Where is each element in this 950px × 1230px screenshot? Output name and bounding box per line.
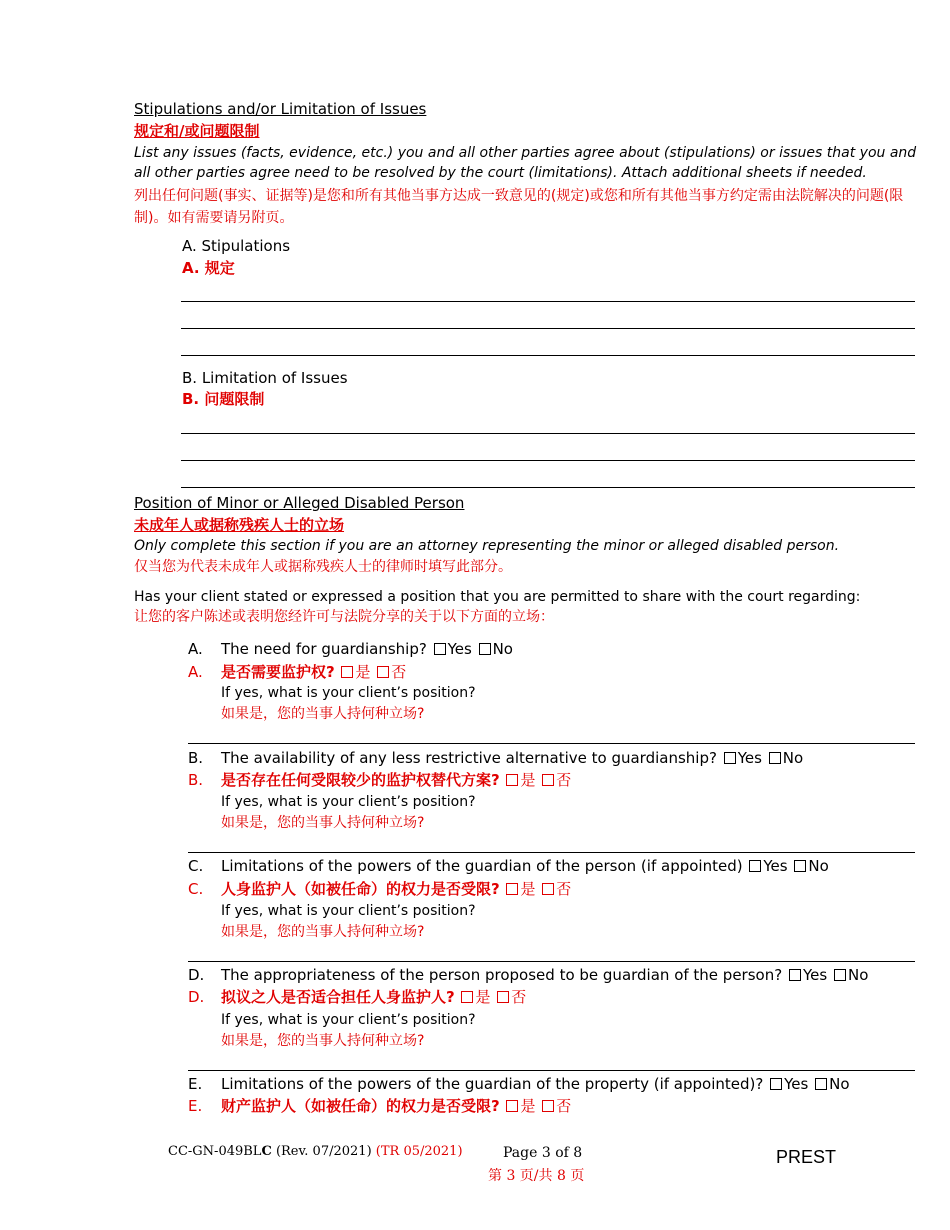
stipulations-instruction-zh: 列出任何问题(事实、证据等)是您和所有其他当事方达成一致意见的(规定)或您和所有其他当事方约定需由法院解决的问题(限制)。如有需要请另附页。 xyxy=(134,188,904,226)
item-a: A. The need for guardianship? Yes No xyxy=(188,640,513,658)
limitation-b-label-zh: B. 问题限制 xyxy=(182,390,265,408)
item-b: B. The availability of any less restrictive alternative to guardianship? Yes No xyxy=(188,749,804,767)
stipulations-a-label-zh: A. 规定 xyxy=(182,259,235,277)
item-c-followup-zh: 如果是，您的当事人持何种立场? xyxy=(221,924,425,940)
item-d-text-zh: 拟议之人是否适合担任人身监护人? xyxy=(221,988,455,1006)
item-a-followup-zh: 如果是，您的当事人持何种立场? xyxy=(221,706,425,722)
item-c-yes-checkbox[interactable] xyxy=(749,860,761,872)
item-d-no-checkbox[interactable] xyxy=(834,969,846,981)
stipulations-a-line-1[interactable] xyxy=(181,301,915,302)
stipulations-heading: Stipulations and/or Limitation of Issues xyxy=(134,100,427,118)
form-code: CC-GN-049BLC (Rev. 07/2021) (TR 05/2021) xyxy=(168,1144,463,1159)
item-e-zh: E. 财产监护人（如被任命）的权力是否受限? 是 否 xyxy=(188,1097,572,1115)
item-c-followup: If yes, what is your client’s position? xyxy=(221,903,476,919)
item-d-answer-line[interactable] xyxy=(188,1070,915,1071)
item-b-text: The availability of any less restrictive alternative to guardianship? xyxy=(221,749,717,767)
position-heading: Position of Minor or Alleged Disabled Person xyxy=(134,494,465,512)
item-d-followup-zh: 如果是，您的当事人持何种立场? xyxy=(221,1033,425,1049)
item-c-no-checkbox-zh[interactable] xyxy=(542,883,554,895)
item-d-text: The appropriateness of the person proposed to be guardian of the person? xyxy=(221,966,783,984)
stipulations-a-line-3[interactable] xyxy=(181,355,915,356)
position-question: Has your client stated or expressed a position that you are permitted to share with the court regarding: xyxy=(134,589,861,605)
position-question-zh: 让您的客户陈述或表明您经许可与法院分享的关于以下方面的立场： xyxy=(134,609,554,625)
item-d-followup: If yes, what is your client’s position? xyxy=(221,1012,476,1028)
item-e-text-zh: 财产监护人（如被任命）的权力是否受限? xyxy=(221,1097,500,1115)
item-e-yes-checkbox-zh[interactable] xyxy=(506,1100,518,1112)
item-c-no-checkbox[interactable] xyxy=(794,860,806,872)
item-e-no-checkbox[interactable] xyxy=(815,1078,827,1090)
item-b-answer-line[interactable] xyxy=(188,852,915,853)
item-a-text-zh: 是否需要监护权? xyxy=(221,663,335,681)
limitation-b-line-3[interactable] xyxy=(181,487,915,488)
item-b-text-zh: 是否存在任何受限较少的监护权替代方案? xyxy=(221,771,500,789)
item-e: E. Limitations of the powers of the guardian of the property (if appointed)? Yes No xyxy=(188,1075,850,1093)
item-e-yes-checkbox[interactable] xyxy=(770,1078,782,1090)
item-d-yes-checkbox-zh[interactable] xyxy=(461,991,473,1003)
item-d-zh: D. 拟议之人是否适合担任人身监护人? 是 否 xyxy=(188,988,527,1006)
item-a-answer-line[interactable] xyxy=(188,743,915,744)
item-d: D. The appropriateness of the person proposed to be guardian of the person? Yes No xyxy=(188,966,869,984)
position-heading-zh: 未成年人或据称残疾人士的立场 xyxy=(134,516,345,534)
item-a-zh: A. 是否需要监护权? 是 否 xyxy=(188,663,407,681)
item-e-no-checkbox-zh[interactable] xyxy=(542,1100,554,1112)
item-a-no-checkbox-zh[interactable] xyxy=(377,666,389,678)
item-a-followup: If yes, what is your client’s position? xyxy=(221,685,476,701)
stipulations-heading-zh: 规定和/或问题限制 xyxy=(134,122,260,140)
item-a-yes-checkbox-zh[interactable] xyxy=(341,666,353,678)
stipulations-a-label: A. Stipulations xyxy=(182,237,291,255)
item-c-text-zh: 人身监护人（如被任命）的权力是否受限? xyxy=(221,880,500,898)
item-d-no-checkbox-zh[interactable] xyxy=(497,991,509,1003)
item-c-yes-checkbox-zh[interactable] xyxy=(506,883,518,895)
item-b-no-checkbox-zh[interactable] xyxy=(542,774,554,786)
position-instruction-zh: 仅当您为代表未成年人或据称残疾人士的律师时填写此部分。 xyxy=(134,559,512,575)
limitation-b-line-2[interactable] xyxy=(181,460,915,461)
page-number: Page 3 of 8 xyxy=(503,1145,583,1161)
item-c: C. Limitations of the powers of the guardian of the person (if appointed) Yes No xyxy=(188,857,829,875)
item-b-yes-checkbox[interactable] xyxy=(724,752,736,764)
page-number-zh: 第 3 页/共 8 页 xyxy=(488,1168,585,1184)
item-b-yes-checkbox-zh[interactable] xyxy=(506,774,518,786)
item-a-yes-checkbox[interactable] xyxy=(434,643,446,655)
stipulations-a-line-2[interactable] xyxy=(181,328,915,329)
position-instruction: Only complete this section if you are an attorney representing the minor or alleged disabled person. xyxy=(134,538,840,554)
item-d-yes-checkbox[interactable] xyxy=(789,969,801,981)
item-c-answer-line[interactable] xyxy=(188,961,915,962)
item-b-followup: If yes, what is your client’s position? xyxy=(221,794,476,810)
limitation-b-label: B. Limitation of Issues xyxy=(182,369,348,387)
item-a-no-checkbox[interactable] xyxy=(479,643,491,655)
prest-stamp: PREST xyxy=(776,1147,837,1167)
limitation-b-line-1[interactable] xyxy=(181,433,915,434)
stipulations-instruction: List any issues (facts, evidence, etc.) you and all other parties agree about (stipulations) or issues that you and all other parties agree need to be resolved by the court (limitations). Attach additional sheets if needed. xyxy=(134,145,917,181)
item-c-text: Limitations of the powers of the guardian of the person (if appointed) xyxy=(221,857,743,875)
item-b-followup-zh: 如果是，您的当事人持何种立场? xyxy=(221,815,425,831)
item-b-zh: B. 是否存在任何受限较少的监护权替代方案? 是 否 xyxy=(188,771,572,789)
item-e-text: Limitations of the powers of the guardian of the property (if appointed)? xyxy=(221,1075,764,1093)
item-a-text: The need for guardianship? xyxy=(221,640,427,658)
item-c-zh: C. 人身监护人（如被任命）的权力是否受限? 是 否 xyxy=(188,880,572,898)
item-b-no-checkbox[interactable] xyxy=(769,752,781,764)
